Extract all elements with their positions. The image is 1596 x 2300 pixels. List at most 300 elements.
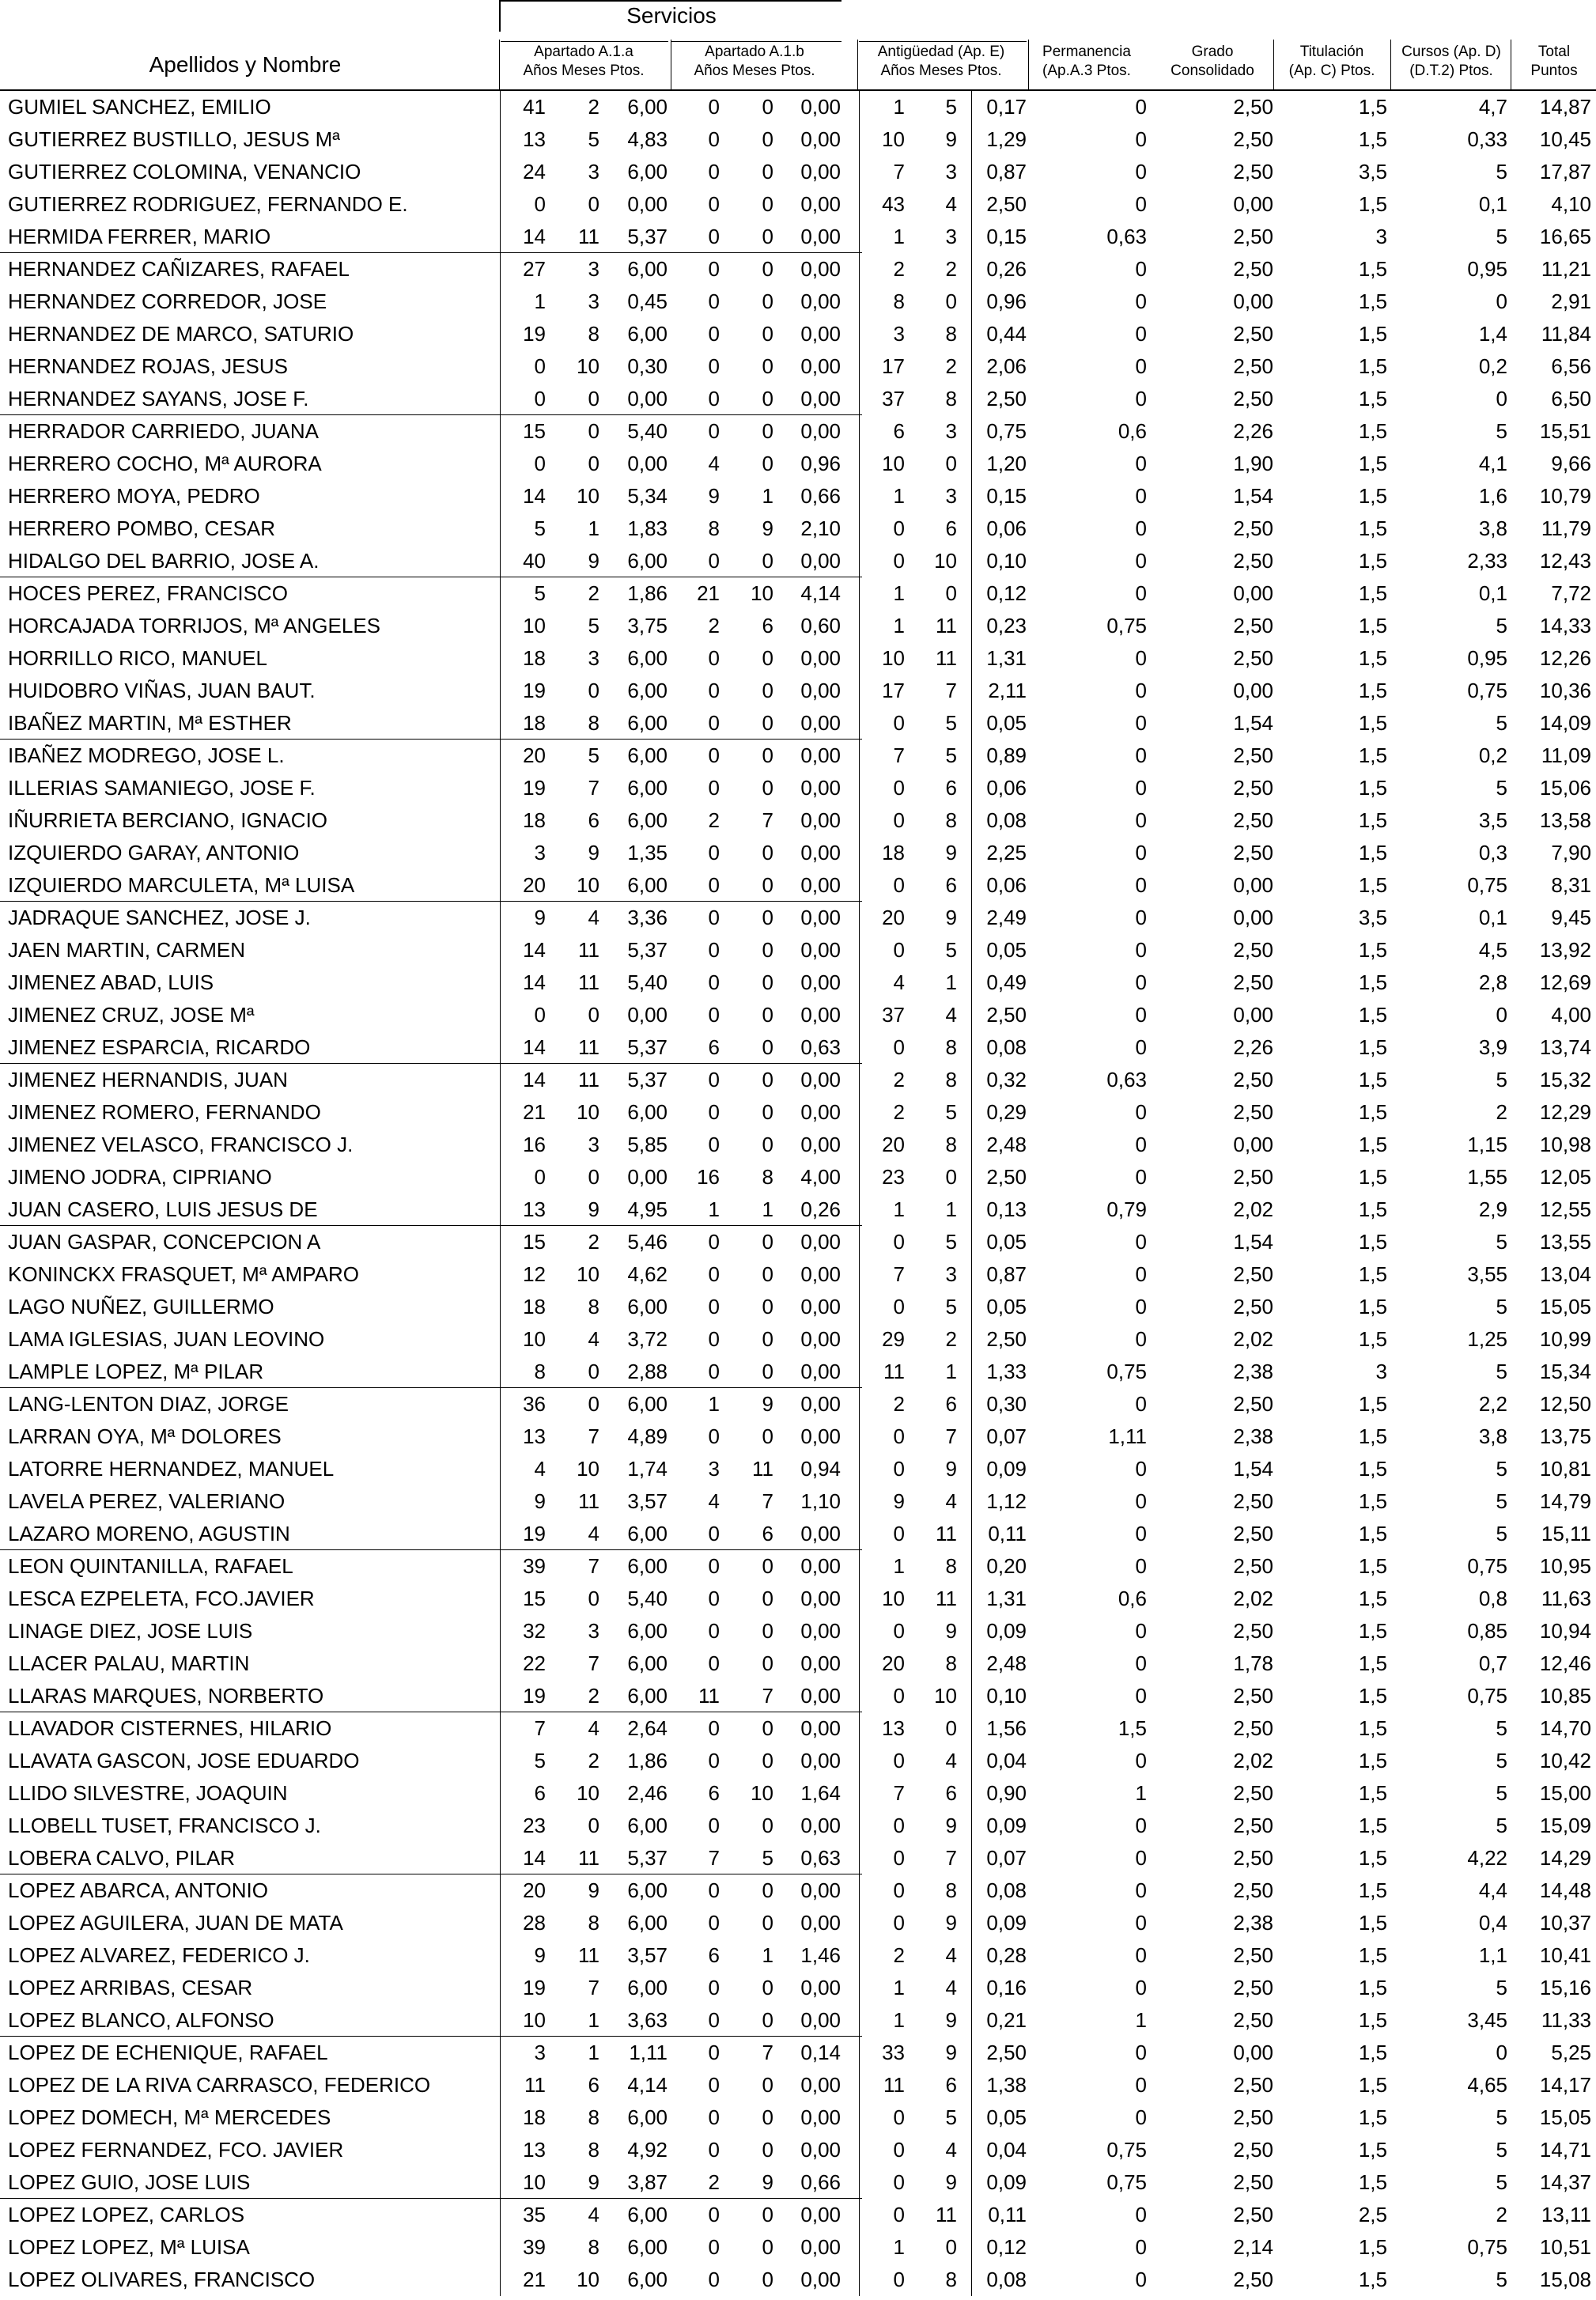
a1b-months-cell: 6 — [762, 1522, 773, 1545]
name-cell: HERNANDEZ CAÑIZARES, RAFAEL — [8, 257, 350, 281]
titulacion-cell: 1,5 — [1358, 1295, 1387, 1318]
a1b-points-cell: 0,00 — [800, 257, 841, 281]
antiguedad-points-cell: 0,15 — [986, 225, 1027, 248]
total-cell: 14,71 — [1539, 2138, 1591, 2162]
a1a-months-cell: 11 — [578, 1035, 599, 1059]
grado-cell: 2,50 — [1233, 1100, 1273, 1124]
a1b-points-cell: 0,00 — [800, 1749, 841, 1772]
cursos-cell: 1,15 — [1467, 1133, 1507, 1156]
antiguedad-months-cell: 3 — [945, 160, 957, 183]
table-row — [0, 1258, 1596, 1291]
a1a-points-cell: 6,00 — [627, 646, 668, 670]
a1a-years-cell: 20 — [523, 873, 546, 897]
cursos-cell: 0,75 — [1467, 2235, 1507, 2259]
total-cell: 13,11 — [1541, 2203, 1591, 2226]
a1a-years-cell: 7 — [534, 1716, 546, 1740]
permanencia-cell: 0 — [1135, 873, 1147, 897]
a1a-points-cell: 3,87 — [627, 2170, 668, 2194]
a1b-top-rule — [671, 41, 841, 42]
permanencia-cell: 0 — [1135, 970, 1147, 994]
antiguedad-years-cell: 4 — [893, 970, 905, 994]
cursos-cell: 5 — [1496, 2138, 1507, 2162]
antiguedad-years-cell: 0 — [893, 938, 905, 962]
a1b-months-cell: 0 — [762, 549, 773, 573]
a1b-points-cell: 0,63 — [800, 1846, 841, 1870]
antiguedad-months-cell: 2 — [945, 257, 957, 281]
table-row — [0, 804, 1596, 837]
a1b-months-cell: 0 — [762, 1716, 773, 1740]
a1b-months-cell: 0 — [762, 2073, 773, 2097]
antiguedad-months-cell: 3 — [945, 419, 957, 443]
a1b-years-cell: 0 — [708, 646, 720, 670]
antiguedad-months-cell: 8 — [945, 387, 957, 410]
name-cell: LOPEZ LOPEZ, Mª LUISA — [8, 2235, 250, 2259]
cursos-cell: 0,33 — [1467, 127, 1507, 151]
total-cell: 10,81 — [1539, 1457, 1591, 1481]
name-cell: GUMIEL SANCHEZ, EMILIO — [8, 95, 271, 119]
antiguedad-years-cell: 7 — [893, 1262, 905, 1286]
antiguedad-years-cell: 10 — [882, 1587, 905, 1610]
a1b-months-cell: 0 — [762, 906, 773, 929]
name-cell: JUAN CASERO, LUIS JESUS DE — [8, 1197, 318, 1221]
titulacion-cell: 1,5 — [1358, 419, 1387, 443]
antiguedad-points-cell: 2,50 — [986, 192, 1027, 216]
titulacion-cell: 1,5 — [1358, 1684, 1387, 1708]
total-cell: 12,43 — [1539, 549, 1591, 573]
a1a-years-cell: 4 — [534, 1457, 546, 1481]
a1b-years-cell: 0 — [708, 2105, 720, 2129]
a1b-points-cell: 0,00 — [800, 2073, 841, 2097]
a1a-years-cell: 14 — [523, 1035, 546, 1059]
a1a-years-cell: 0 — [534, 387, 546, 410]
a1b-months-cell: 0 — [762, 1651, 773, 1675]
grado-cell: 2,02 — [1233, 1587, 1273, 1610]
antiguedad-months-cell: 4 — [945, 2138, 957, 2162]
a1b-years-cell: 0 — [708, 1003, 720, 1027]
antiguedad-years-cell: 11 — [883, 1360, 905, 1383]
antiguedad-years-cell: 0 — [893, 2138, 905, 2162]
antiguedad-months-cell: 5 — [945, 2105, 957, 2129]
name-cell: LLOBELL TUSET, FRANCISCO J. — [8, 1814, 321, 1837]
a1b-months-cell: 11 — [752, 1457, 773, 1481]
antiguedad-months-cell: 2 — [945, 1327, 957, 1351]
a1a-years-cell: 14 — [523, 1846, 546, 1870]
name-cell: HERNANDEZ DE MARCO, SATURIO — [8, 322, 354, 346]
antiguedad-years-cell: 0 — [893, 1295, 905, 1318]
grado-cell: 2,50 — [1233, 938, 1273, 962]
header-bottom-rule — [0, 89, 1596, 91]
antiguedad-points-cell: 0,15 — [986, 484, 1027, 508]
group-separator — [0, 252, 862, 253]
total-cell: 6,50 — [1551, 387, 1591, 410]
divider-permanencia — [1028, 40, 1029, 90]
a1b-years-cell: 0 — [708, 2138, 720, 2162]
a1a-points-cell: 6,00 — [627, 1651, 668, 1675]
antiguedad-years-cell: 2 — [893, 1943, 905, 1967]
a1b-months-cell: 0 — [762, 452, 773, 475]
antiguedad-months-cell: 1 — [945, 970, 957, 994]
a1a-months-cell: 3 — [588, 257, 599, 281]
a1a-months-cell: 1 — [588, 516, 599, 540]
titulacion-cell: 1,5 — [1358, 257, 1387, 281]
a1b-points-cell: 0,00 — [800, 1424, 841, 1448]
permanencia-cell: 0 — [1135, 1749, 1147, 1772]
antiguedad-years-cell: 0 — [893, 1424, 905, 1448]
total-cell: 12,69 — [1539, 970, 1591, 994]
name-cell: JAEN MARTIN, CARMEN — [8, 938, 245, 962]
grado-cell: 0,00 — [1233, 1003, 1273, 1027]
a1a-points-cell: 5,37 — [627, 1846, 668, 1870]
permanencia-cell: 0 — [1135, 2041, 1147, 2064]
total-cell: 9,45 — [1551, 906, 1591, 929]
name-cell: LESCA EZPELETA, FCO.JAVIER — [8, 1587, 315, 1610]
a1b-years-cell: 0 — [708, 1554, 720, 1578]
grado-cell: 2,50 — [1233, 1943, 1273, 1967]
a1a-months-cell: 11 — [578, 1846, 599, 1870]
grado-cell: 0,00 — [1233, 192, 1273, 216]
a1b-points-cell: 0,00 — [800, 1262, 841, 1286]
total-cell: 10,37 — [1539, 1911, 1591, 1935]
antiguedad-years-cell: 11 — [883, 2073, 905, 2097]
total-cell: 15,16 — [1539, 1976, 1591, 1999]
a1b-months-cell: 0 — [762, 1878, 773, 1902]
name-cell: LARRAN OYA, Mª DOLORES — [8, 1424, 282, 1448]
a1a-points-cell: 6,00 — [627, 2105, 668, 2129]
name-cell: LOPEZ ABARCA, ANTONIO — [8, 1878, 268, 1902]
a1b-months-cell: 0 — [762, 1068, 773, 1091]
titulacion-cell: 1,5 — [1358, 2235, 1387, 2259]
titulacion-header-sub: (Ap. C) Ptos. — [1288, 62, 1375, 79]
a1b-years-cell: 0 — [708, 1133, 720, 1156]
cursos-cell: 0,7 — [1478, 1651, 1507, 1675]
a1a-years-cell: 39 — [523, 2235, 546, 2259]
a1a-months-cell: 4 — [588, 906, 599, 929]
antiguedad-points-cell: 0,09 — [986, 1457, 1027, 1481]
table-row — [0, 1583, 1596, 1615]
a1a-years-cell: 11 — [524, 2073, 546, 2097]
a1b-months-cell: 0 — [762, 2105, 773, 2129]
antiguedad-points-cell: 0,28 — [986, 1943, 1027, 1967]
a1b-points-cell: 0,00 — [800, 192, 841, 216]
antiguedad-months-cell: 2 — [945, 354, 957, 378]
titulacion-cell: 1,5 — [1358, 192, 1387, 216]
permanencia-cell: 0 — [1135, 679, 1147, 702]
antiguedad-years-cell: 0 — [893, 2203, 905, 2226]
grado-cell: 2,50 — [1233, 2008, 1273, 2032]
name-cell: LOPEZ AGUILERA, JUAN DE MATA — [8, 1911, 343, 1935]
antiguedad-months-cell: 11 — [936, 614, 957, 637]
a1a-years-cell: 15 — [523, 419, 546, 443]
cursos-cell: 5 — [1496, 1522, 1507, 1545]
a1b-years-cell: 0 — [708, 938, 720, 962]
a1a-points-cell: 6,00 — [627, 1814, 668, 1837]
cursos-cell: 0,1 — [1478, 192, 1507, 216]
table-row — [0, 1680, 1596, 1712]
table-row — [0, 577, 1596, 610]
a1b-points-cell: 0,00 — [800, 938, 841, 962]
antiguedad-points-cell: 1,12 — [986, 1489, 1027, 1513]
a1b-points-cell: 0,00 — [800, 1327, 841, 1351]
titulacion-cell: 1,5 — [1358, 646, 1387, 670]
antiguedad-points-cell: 2,06 — [986, 354, 1027, 378]
titulacion-cell: 1,5 — [1358, 841, 1387, 864]
table-row — [0, 1939, 1596, 1972]
name-cell: LOPEZ DOMECH, Mª MERCEDES — [8, 2105, 331, 2129]
a1a-months-cell: 2 — [588, 1749, 599, 1772]
a1a-months-cell: 10 — [577, 1781, 599, 1805]
a1b-years-cell: 0 — [708, 1716, 720, 1740]
name-cell: IÑURRIETA BERCIANO, IGNACIO — [8, 808, 328, 832]
antiguedad-points-cell: 0,08 — [986, 808, 1027, 832]
cursos-cell: 0,8 — [1478, 1587, 1507, 1610]
total-cell: 10,36 — [1539, 679, 1591, 702]
a1b-points-cell: 4,14 — [800, 581, 841, 605]
antiguedad-months-cell: 10 — [934, 549, 957, 573]
a1b-months-cell: 0 — [762, 776, 773, 800]
titulacion-cell: 1,5 — [1358, 1100, 1387, 1124]
antiguedad-points-cell: 0,13 — [986, 1197, 1027, 1221]
grado-cell: 2,50 — [1233, 127, 1273, 151]
cursos-cell: 0 — [1496, 2041, 1507, 2064]
cursos-cell: 2,9 — [1478, 1197, 1507, 1221]
a1a-years-cell: 19 — [523, 1684, 546, 1708]
titulacion-cell: 3,5 — [1358, 160, 1387, 183]
a1b-years-cell: 0 — [708, 1262, 720, 1286]
antiguedad-box-right — [971, 91, 972, 2296]
a1a-years-cell: 3 — [534, 2041, 546, 2064]
a1b-years-cell: 0 — [708, 1424, 720, 1448]
a1a-years-cell: 19 — [523, 322, 546, 346]
a1a-years-cell: 13 — [523, 2138, 546, 2162]
total-cell: 15,09 — [1539, 1814, 1591, 1837]
antiguedad-months-cell: 3 — [945, 225, 957, 248]
antiguedad-months-cell: 5 — [945, 1295, 957, 1318]
a1a-months-cell: 3 — [588, 160, 599, 183]
a1b-years-cell: 0 — [708, 2235, 720, 2259]
a1b-points-cell: 0,00 — [800, 1068, 841, 1091]
grado-cell: 2,50 — [1233, 1781, 1273, 1805]
a1a-months-cell: 11 — [578, 1489, 599, 1513]
a1b-years-cell: 0 — [708, 1814, 720, 1837]
a1a-points-cell: 6,00 — [627, 1684, 668, 1708]
permanencia-cell: 0 — [1135, 127, 1147, 151]
a1b-points-cell: 0,00 — [800, 2138, 841, 2162]
name-cell: GUTIERREZ RODRIGUEZ, FERNANDO E. — [8, 192, 408, 216]
group-separator — [0, 1225, 862, 1226]
a1b-months-cell: 0 — [762, 354, 773, 378]
permanencia-cell: 0 — [1135, 1457, 1147, 1481]
antiguedad-years-cell: 0 — [893, 1911, 905, 1935]
a1a-points-cell: 0,30 — [627, 354, 668, 378]
permanencia-cell: 0 — [1135, 289, 1147, 313]
antiguedad-points-cell: 2,50 — [986, 1327, 1027, 1351]
a1a-years-cell: 22 — [523, 1651, 546, 1675]
grado-cell: 0,00 — [1233, 581, 1273, 605]
name-cell: HERRERO MOYA, PEDRO — [8, 484, 260, 508]
titulacion-cell: 1,5 — [1358, 970, 1387, 994]
antiguedad-months-cell: 10 — [934, 1684, 957, 1708]
a1b-years-cell: 0 — [708, 2073, 720, 2097]
name-cell: ILLERIAS SAMANIEGO, JOSE F. — [8, 776, 316, 800]
a1a-months-cell: 2 — [588, 581, 599, 605]
a1b-points-cell: 0,00 — [800, 354, 841, 378]
a1b-points-cell: 0,00 — [800, 1878, 841, 1902]
total-cell: 11,79 — [1541, 516, 1591, 540]
permanencia-cell: 0 — [1135, 808, 1147, 832]
grado-cell: 1,54 — [1233, 484, 1273, 508]
antiguedad-months-cell: 9 — [945, 1457, 957, 1481]
antiguedad-points-cell: 0,06 — [986, 873, 1027, 897]
table-row — [0, 1972, 1596, 2004]
table-row — [0, 1777, 1596, 1810]
cursos-cell: 5 — [1496, 1068, 1507, 1091]
a1b-years-cell: 0 — [708, 873, 720, 897]
a1b-months-cell: 0 — [762, 127, 773, 151]
a1b-years-cell: 0 — [708, 419, 720, 443]
name-cell: LAMA IGLESIAS, JUAN LEOVINO — [8, 1327, 325, 1351]
a1b-years-cell: 0 — [708, 841, 720, 864]
a1b-months-cell: 0 — [762, 1327, 773, 1351]
a1a-points-cell: 6,00 — [627, 1522, 668, 1545]
a1a-months-cell: 8 — [588, 1911, 599, 1935]
titulacion-cell: 1,5 — [1358, 1943, 1387, 1967]
antiguedad-years-cell: 1 — [893, 2008, 905, 2032]
a1b-months-cell: 1 — [762, 484, 773, 508]
table-row — [0, 1161, 1596, 1194]
grado-cell: 2,50 — [1233, 2170, 1273, 2194]
titulacion-cell: 1,5 — [1358, 2008, 1387, 2032]
table-row — [0, 1388, 1596, 1420]
titulacion-cell: 1,5 — [1358, 2138, 1387, 2162]
a1b-months-cell: 0 — [762, 711, 773, 735]
titulacion-cell: 1,5 — [1358, 938, 1387, 962]
a1a-years-cell: 41 — [523, 95, 546, 119]
a1a-years-cell: 18 — [523, 646, 546, 670]
a1b-points-cell: 0,00 — [800, 2235, 841, 2259]
a1b-months-cell: 6 — [762, 614, 773, 637]
titulacion-cell: 1,5 — [1358, 1716, 1387, 1740]
a1b-years-cell: 0 — [708, 2008, 720, 2032]
antiguedad-months-cell: 11 — [936, 1587, 957, 1610]
antiguedad-years-cell: 1 — [893, 484, 905, 508]
a1a-years-cell: 16 — [523, 1133, 546, 1156]
titulacion-cell: 1,5 — [1358, 2041, 1387, 2064]
total-cell: 12,26 — [1539, 646, 1591, 670]
permanencia-cell: 0 — [1135, 1878, 1147, 1902]
a1b-years-cell: 4 — [708, 1489, 720, 1513]
a1b-months-cell: 0 — [762, 938, 773, 962]
cursos-cell: 5 — [1496, 1749, 1507, 1772]
divider-a1a — [499, 40, 500, 90]
cursos-cell: 5 — [1496, 2105, 1507, 2129]
antiguedad-months-cell: 9 — [945, 2170, 957, 2194]
antiguedad-points-cell: 2,50 — [986, 1165, 1027, 1189]
antiguedad-points-cell: 0,87 — [986, 1262, 1027, 1286]
a1a-months-cell: 0 — [588, 1814, 599, 1837]
titulacion-cell: 3 — [1375, 225, 1387, 248]
total-cell: 11,33 — [1541, 2008, 1591, 2032]
a1b-months-cell: 7 — [762, 2041, 773, 2064]
a1b-years-cell: 0 — [708, 95, 720, 119]
a1b-points-cell: 0,00 — [800, 841, 841, 864]
permanencia-cell: 0 — [1135, 549, 1147, 573]
antiguedad-years-cell: 20 — [882, 906, 905, 929]
antiguedad-box-left — [859, 91, 860, 2296]
permanencia-cell: 0 — [1135, 743, 1147, 767]
a1b-years-cell: 0 — [708, 1068, 720, 1091]
titulacion-header-title: Titulación — [1299, 44, 1364, 60]
total-cell: 12,50 — [1539, 1392, 1591, 1416]
cursos-cell: 1,6 — [1478, 484, 1507, 508]
permanencia-cell: 0,79 — [1106, 1197, 1147, 1221]
grado-cell: 2,50 — [1233, 1684, 1273, 1708]
a1b-months-cell: 10 — [751, 1781, 773, 1805]
grado-cell: 2,50 — [1233, 776, 1273, 800]
titulacion-cell: 1,5 — [1358, 1262, 1387, 1286]
a1a-years-cell: 15 — [523, 1230, 546, 1254]
titulacion-cell: 1,5 — [1358, 2268, 1387, 2291]
cursos-cell: 5 — [1496, 1457, 1507, 1481]
antiguedad-years-cell: 0 — [893, 1814, 905, 1837]
titulacion-cell: 1,5 — [1358, 808, 1387, 832]
a1a-points-cell: 5,34 — [627, 484, 668, 508]
a1a-years-cell: 9 — [534, 1489, 546, 1513]
a1a-months-cell: 3 — [588, 1133, 599, 1156]
table-row — [0, 869, 1596, 902]
total-cell: 10,98 — [1539, 1133, 1591, 1156]
name-cell: LANG-LENTON DIAZ, JORGE — [8, 1392, 289, 1416]
a1b-months-cell: 0 — [762, 2138, 773, 2162]
a1a-months-cell: 11 — [578, 970, 599, 994]
a1a-years-cell: 5 — [534, 1749, 546, 1772]
a1a-points-cell: 0,00 — [627, 452, 668, 475]
antiguedad-points-cell: 0,11 — [988, 2203, 1027, 2226]
titulacion-cell: 1,5 — [1358, 1587, 1387, 1610]
antiguedad-points-cell: 0,09 — [986, 1619, 1027, 1643]
table-row — [0, 188, 1596, 221]
name-cell: HIDALGO DEL BARRIO, JOSE A. — [8, 549, 320, 573]
a1b-months-cell: 0 — [762, 95, 773, 119]
total-cell: 14,09 — [1539, 711, 1591, 735]
a1a-years-cell: 15 — [523, 1587, 546, 1610]
antiguedad-months-cell: 5 — [945, 743, 957, 767]
a1b-months-cell: 0 — [762, 192, 773, 216]
a1a-months-cell: 8 — [588, 322, 599, 346]
antiguedad-years-cell: 10 — [882, 127, 905, 151]
grado-cell: 2,50 — [1233, 1068, 1273, 1091]
grado-cell: 0,00 — [1233, 873, 1273, 897]
permanencia-cell: 1,5 — [1118, 1716, 1147, 1740]
grado-cell: 2,50 — [1233, 1392, 1273, 1416]
a1a-months-cell: 0 — [588, 387, 599, 410]
grado-cell: 2,50 — [1233, 95, 1273, 119]
antiguedad-points-cell: 2,48 — [986, 1133, 1027, 1156]
total-cell: 11,84 — [1541, 322, 1591, 346]
antiguedad-months-cell: 6 — [945, 776, 957, 800]
titulacion-cell: 1,5 — [1358, 1035, 1387, 1059]
a1a-months-cell: 11 — [578, 938, 599, 962]
antiguedad-points-cell: 0,06 — [986, 776, 1027, 800]
name-cell: LOBERA CALVO, PILAR — [8, 1846, 236, 1870]
a1a-years-cell: 20 — [523, 1878, 546, 1902]
a1b-points-cell: 0,00 — [800, 1814, 841, 1837]
name-cell: LAMPLE LOPEZ, Mª PILAR — [8, 1360, 264, 1383]
a1a-years-cell: 13 — [523, 127, 546, 151]
a1a-points-cell: 1,11 — [629, 2041, 668, 2064]
a1a-months-cell: 4 — [588, 1522, 599, 1545]
grado-cell: 2,50 — [1233, 322, 1273, 346]
antiguedad-months-cell: 5 — [945, 1230, 957, 1254]
